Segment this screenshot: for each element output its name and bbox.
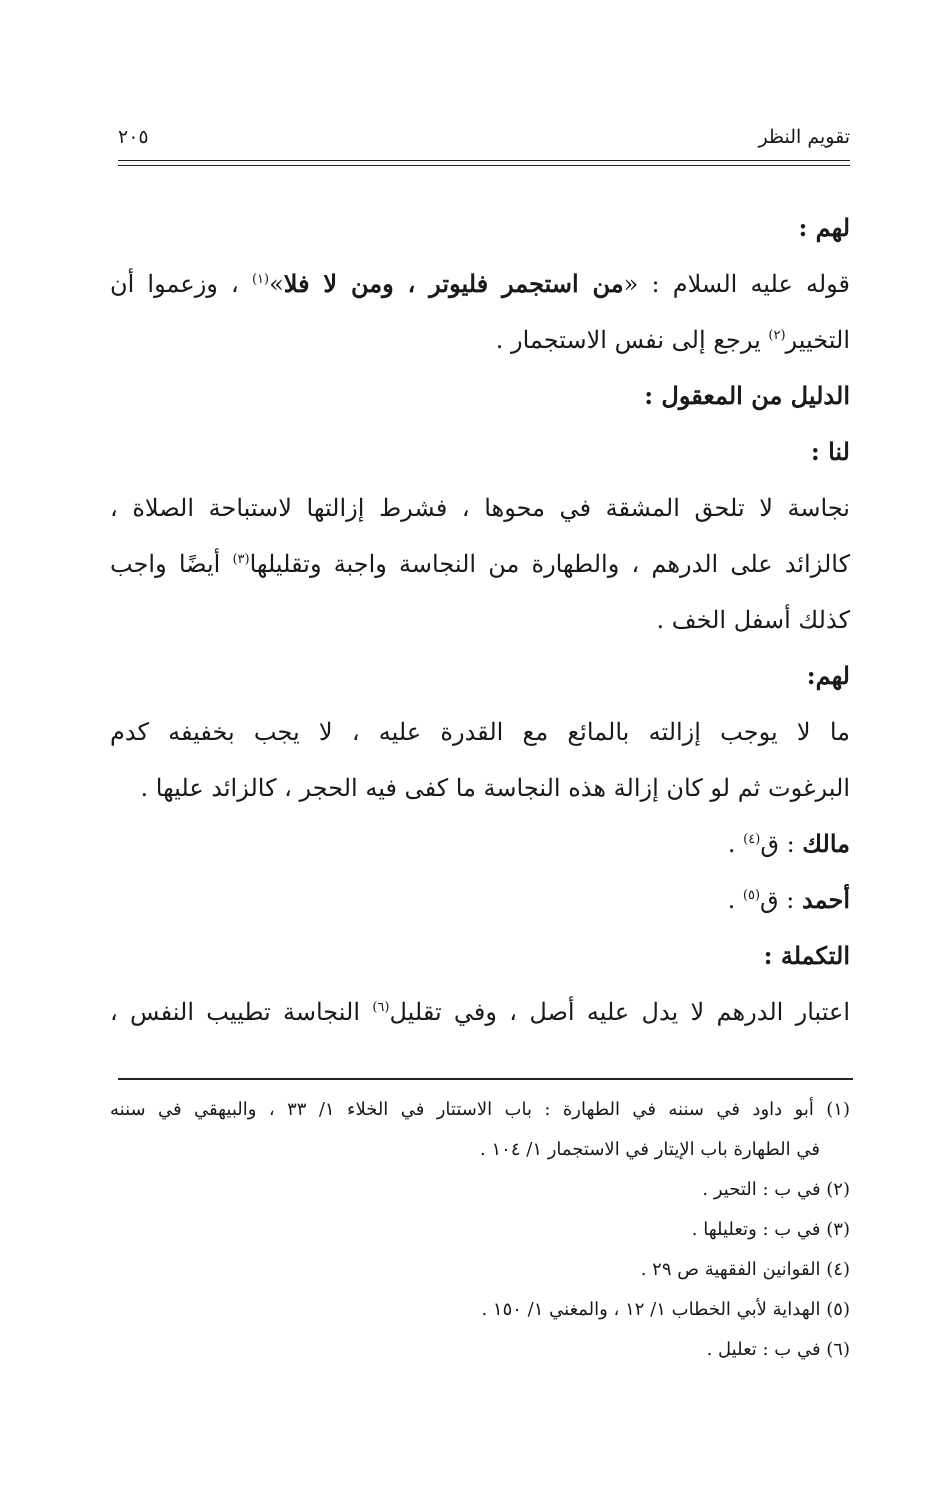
header-rule-bottom bbox=[118, 165, 850, 166]
text-run: التخيير bbox=[785, 326, 850, 354]
paragraph-line bbox=[110, 312, 850, 368]
running-header bbox=[118, 118, 850, 158]
footnote-separator bbox=[118, 1078, 853, 1080]
footnote-ref: (٥) bbox=[742, 888, 761, 903]
heading-lahum: لهم : bbox=[798, 213, 850, 242]
paragraph-line: كذلك أسفل الخف . bbox=[656, 606, 850, 634]
footnote-line: في الطهارة باب الإيتار في الاستجمار ١/ ١٠٤ . bbox=[480, 1139, 820, 1160]
footnote-line: (٥) الهداية لأبي الخطاب ١/ ١٢ ، والمغني ١/ ١٥٠ . bbox=[481, 1299, 850, 1320]
footnote-line: (٤) القوانين الفقهية ص ٢٩ . bbox=[640, 1259, 850, 1280]
footnote-line: (١) أبو داود في سننه في الطهارة : باب الاستتار في الخلاء ١/ ٣٣ ، والبيهقي في سننه bbox=[110, 1099, 850, 1120]
paragraph-line: البرغوت ثم لو كان إزالة هذه النجاسة ما كفى فيه الحجر ، كالزائد عليها . bbox=[140, 774, 850, 802]
text-run: كالزائد على الدرهم ، والطهارة من النجاسة واجبة وتقليلها bbox=[249, 550, 851, 578]
footnote-ref: (٣) bbox=[232, 552, 250, 567]
footnote-ref: (١) bbox=[251, 272, 270, 287]
footnote-line: (٢) في ب : التحير . bbox=[702, 1179, 850, 1200]
heading-lahum-2: لهم: bbox=[806, 661, 850, 690]
heading-lana: لنا : bbox=[810, 437, 850, 466]
ahmad-line bbox=[110, 872, 850, 928]
text-run: اعتبار الدرهم لا يدل عليه أصل ، وفي تقليل bbox=[389, 998, 850, 1026]
text-run: قوله عليه السلام : « bbox=[623, 270, 851, 298]
paragraph-line: نجاسة لا تلحق المشقة في محوها ، فشرط إزالتها لاستباحة الصلاة ، bbox=[110, 494, 850, 522]
heading-takmila: التكملة : bbox=[763, 941, 850, 970]
text-run: . bbox=[727, 886, 743, 914]
madhhab-label: أحمد bbox=[802, 885, 850, 914]
text-run: . bbox=[727, 830, 744, 858]
text-run: ، وزعموا أن bbox=[110, 270, 239, 298]
text-run: : ق bbox=[760, 886, 803, 914]
paragraph-line bbox=[110, 536, 850, 592]
paragraph-line bbox=[110, 256, 850, 312]
footnotes bbox=[110, 1090, 850, 1370]
text-run: النجاسة تطييب النفس ، bbox=[110, 998, 373, 1026]
text-run: أيضًا واجب bbox=[110, 550, 233, 578]
text-run: يرجع إلى نفس الاستجمار . bbox=[495, 326, 769, 354]
header-rule-top bbox=[118, 160, 850, 161]
footnote-ref: (٦) bbox=[372, 1000, 390, 1015]
page-number: ٢٠٥ bbox=[118, 126, 149, 148]
paragraph-line: ما لا يوجب إزالته بالمائع مع القدرة عليه ، لا يجب بخفيفه كدم bbox=[110, 718, 850, 746]
text-run: » bbox=[269, 270, 284, 298]
hadith-quote: من استجمر فليوتر ، ومن لا فلا bbox=[283, 269, 624, 298]
heading-dalil: الدليل من المعقول : bbox=[644, 381, 850, 410]
paragraph-line bbox=[110, 984, 850, 1040]
madhhab-label: مالك bbox=[802, 829, 850, 858]
footnote-ref: (٤) bbox=[743, 832, 761, 847]
footnote-line: (٣) في ب : وتعليلها . bbox=[691, 1219, 850, 1240]
text-run: : ق bbox=[760, 830, 803, 858]
malik-line bbox=[110, 816, 850, 872]
footnote-line: (٦) في ب : تعليل . bbox=[706, 1339, 850, 1360]
main-text bbox=[110, 200, 850, 1040]
footnote-ref: (٢) bbox=[768, 328, 786, 343]
running-title: تقويم النظر bbox=[758, 126, 850, 148]
